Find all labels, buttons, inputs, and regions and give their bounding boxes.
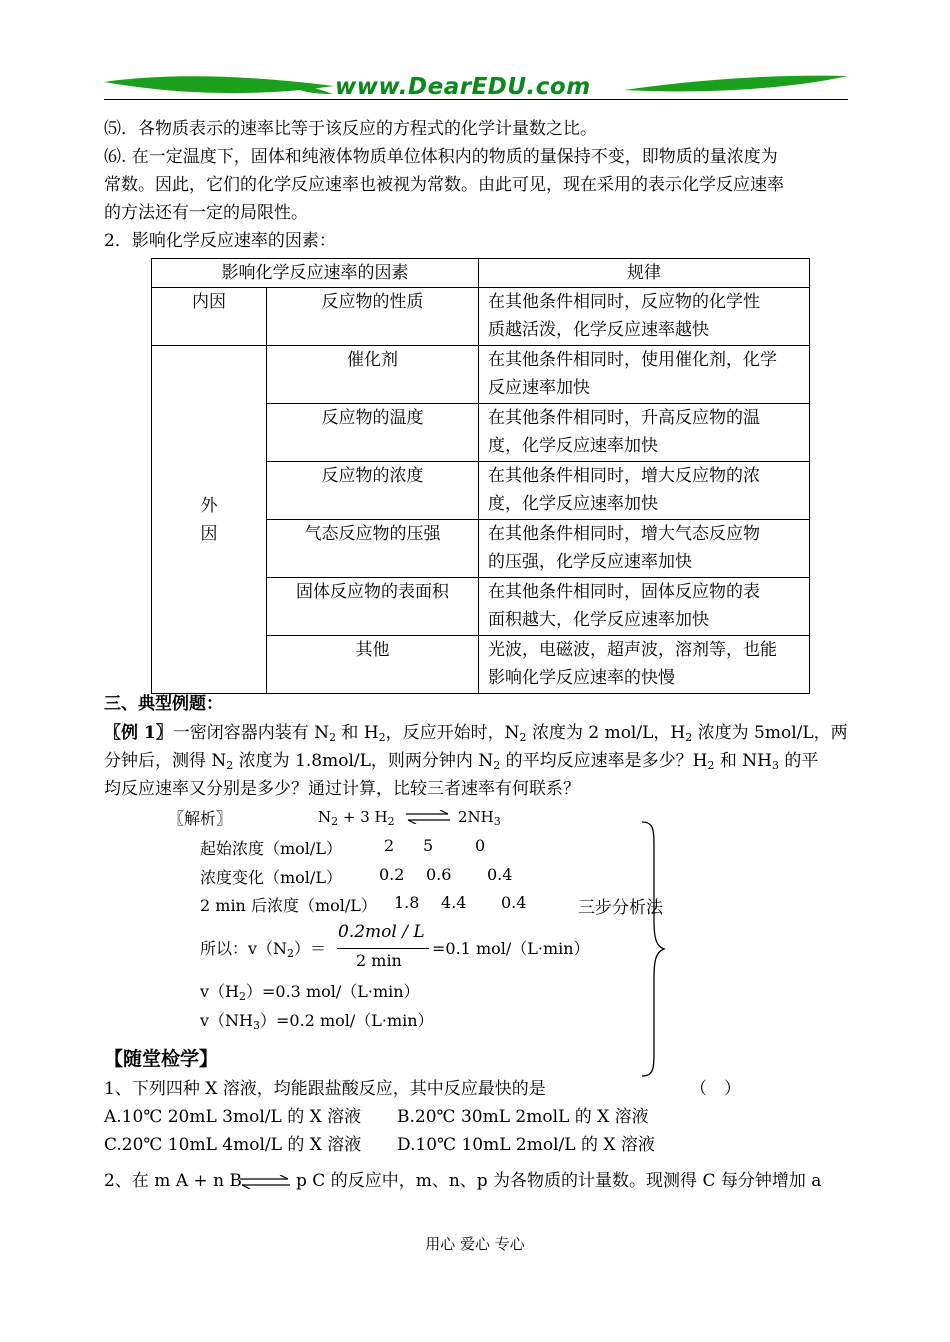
product-nh3: [458, 808, 501, 826]
text: + 3 H: [338, 808, 388, 826]
row-after-label: 2 min 后浓度（mol/L）: [200, 896, 377, 915]
factor-cell: 反应物的浓度: [267, 462, 479, 520]
subscript: 2: [329, 731, 337, 744]
example-1-line-2: [104, 747, 818, 775]
rule-line: 在其他条件相同时，增大反应物的浓: [488, 466, 760, 486]
row-initial-h2: 5: [423, 836, 434, 855]
rule-line: 在其他条件相同时，升高反应物的温: [488, 408, 760, 428]
site-logo: www.DearEDU.com: [335, 74, 591, 100]
external-char: 外: [200, 495, 218, 516]
question-2-start: 2、在 m A + n B: [104, 1171, 242, 1191]
factors-table: [151, 258, 810, 694]
equilibrium-arrows-icon: [404, 810, 452, 824]
subscript: 2: [707, 759, 715, 772]
factor-cell: 其他: [267, 636, 479, 694]
subscript: 3: [493, 815, 501, 828]
left-leaf-icon: [104, 76, 334, 93]
table-row: [152, 288, 810, 346]
right-leaf-icon: [624, 76, 848, 92]
page-footer: 用心 爱心 专心: [425, 1235, 525, 1253]
rule-line: 度，化学反应速率加快: [488, 436, 658, 456]
rule-cell: [479, 346, 810, 404]
rule-line: 反应速率加快: [488, 378, 590, 398]
header-factor: 影响化学反应速率的因素: [152, 259, 479, 288]
text: 分钟后，测得 N: [104, 751, 227, 771]
rule-cell: [479, 462, 810, 520]
rule-line: 在其他条件相同时，反应物的化学性: [488, 292, 760, 312]
row-after-h2: 4.4: [441, 893, 467, 912]
text: 一密闭容器内装有 N: [172, 723, 330, 743]
rate-n2-result: =0.1 mol/（L·min）: [432, 939, 590, 958]
rule-cell: [479, 578, 810, 636]
factor-cell: 反应物的温度: [267, 404, 479, 462]
subscript: 2: [331, 815, 339, 828]
fraction-bar: [337, 948, 429, 949]
rule-line: 度，化学反应速率加快: [488, 494, 658, 514]
row-after-n2: 1.8: [394, 893, 420, 912]
subscript: 2: [378, 731, 386, 744]
text: 的平均反应速率是多少？H: [500, 751, 708, 771]
text: ）=0.2 mol/（L·min）: [260, 1011, 434, 1030]
section-2-heading: 2．影响化学反应速率的因素：: [104, 231, 336, 251]
fraction-numerator: 0.2mol / L: [338, 922, 425, 942]
analysis-label: 〖解析〗: [168, 809, 233, 828]
subscript: 3: [253, 1019, 260, 1032]
internal-cause: 内因: [152, 288, 267, 346]
point-6-line-2: 常数。因此，它们的化学反应速率也被视为常数。由此可见，现在采用的表示化学反应速率: [104, 175, 784, 195]
method-label: 三步分析法: [578, 898, 663, 918]
table-header-row: [152, 259, 810, 288]
example-tag: 〖例 1〗: [104, 723, 173, 743]
rule-line: 的压强，化学反应速率加快: [488, 552, 692, 572]
text: 和 NH: [714, 751, 772, 771]
factor-cell: 反应物的性质: [267, 288, 479, 346]
external-char: 因: [200, 523, 218, 544]
row-initial-nh3: 0: [475, 836, 486, 855]
option-c: C.20℃ 10mL 4mol/L 的 X 溶液: [104, 1135, 362, 1155]
rate-nh3: [200, 1008, 434, 1031]
subscript: 2: [226, 759, 234, 772]
reaction-equation: [318, 808, 395, 826]
point-5: ⑸．各物质表示的速率比等于该反应的方程式的化学计量数之比。: [104, 119, 597, 139]
equilibrium-arrows-icon: [238, 1175, 292, 1189]
subscript: 2: [519, 731, 527, 744]
row-initial-label: 起始浓度（mol/L）: [200, 839, 342, 858]
rule-cell: [479, 404, 810, 462]
subscript: 2: [493, 759, 501, 772]
rule-line: 影响化学反应速率的快慢: [488, 668, 675, 688]
rule-cell: [479, 520, 810, 578]
point-6-line-3: 的方法还有一定的局限性。: [104, 203, 308, 223]
question-1: 1、下列四种 X 溶液，均能跟盐酸反应，其中反应最快的是: [104, 1079, 546, 1099]
example-1-line-3: 均反应速率又分别是多少？通过计算，比较三者速率有何联系？: [104, 779, 580, 799]
row-change-label: 浓度变化（mol/L）: [200, 868, 342, 887]
fraction-denominator: 2 min: [356, 951, 402, 970]
row-change-nh3: 0.4: [487, 865, 513, 884]
rule-line: 质越活泼，化学反应速率越快: [488, 320, 709, 340]
factor-cell: 固体反应物的表面积: [267, 578, 479, 636]
text: 所以：v（N: [200, 939, 288, 958]
rule-line: 面积越大，化学反应速率加快: [488, 610, 709, 630]
text: 2NH: [458, 808, 494, 826]
text: ）＝: [294, 939, 327, 958]
text: ，反应开始时，N: [385, 723, 520, 743]
subscript: 2: [387, 815, 395, 828]
header-rule: 规律: [479, 259, 810, 288]
text: 的平: [778, 751, 819, 771]
rule-line: 在其他条件相同时，增大气态反应物: [488, 524, 760, 544]
option-d: D.10℃ 10mL 2mol/L 的 X 溶液: [397, 1135, 655, 1155]
text: 浓度为 5mol/L，两: [692, 723, 848, 743]
header-rule: [104, 99, 848, 100]
section-3-heading: 三、典型例题：: [104, 694, 223, 714]
row-after-nh3: 0.4: [501, 893, 527, 912]
row-initial-n2: 2: [384, 836, 395, 855]
point-6-line-1: ⑹. 在一定温度下，固体和纯液体物质单位体积内的物质的量保持不变，即物质的量浓度为: [104, 147, 778, 167]
text: N: [318, 808, 332, 826]
row-change-n2: 0.2: [379, 865, 405, 884]
rate-h2: [200, 979, 420, 1002]
text: 浓度为 1.8mol/L，则两分钟内 N: [233, 751, 494, 771]
rule-line: 在其他条件相同时，使用催化剂，化学: [488, 350, 777, 370]
rule-cell: [479, 288, 810, 346]
text: 和 H: [336, 723, 379, 743]
text: ）=0.3 mol/（L·min）: [246, 982, 420, 1001]
table-row: [152, 346, 810, 404]
question-2-rest: p C 的反应中，m、n、p 为各物质的计量数。现测得 C 每分钟增加 a: [296, 1171, 822, 1191]
subscript: 2: [287, 947, 295, 960]
text: v（NH: [200, 1011, 253, 1030]
answer-blank: （ ）: [690, 1079, 741, 1099]
row-change-h2: 0.6: [426, 865, 452, 884]
quiz-title: 【随堂检学】: [104, 1048, 219, 1070]
text: v（H: [200, 982, 239, 1001]
factor-cell: 催化剂: [267, 346, 479, 404]
rule-line: 在其他条件相同时，固体反应物的表: [488, 582, 760, 602]
right-brace-icon: [634, 820, 668, 1078]
subscript: 2: [685, 731, 693, 744]
option-b: B.20℃ 30mL 2molL 的 X 溶液: [397, 1107, 649, 1127]
external-cause: [152, 346, 267, 694]
rule-line: 光波，电磁波，超声波，溶剂等，也能: [488, 640, 777, 660]
rate-n2-prefix: [200, 936, 326, 959]
option-a: A.10℃ 20mL 3mol/L 的 X 溶液: [104, 1107, 362, 1127]
subscript: 3: [771, 759, 779, 772]
text: 浓度为 2 mol/L，H: [526, 723, 686, 743]
subscript: 2: [239, 990, 246, 1003]
factor-cell: 气态反应物的压强: [267, 520, 479, 578]
rule-cell: [479, 636, 810, 694]
example-1-line-1: [104, 719, 848, 747]
